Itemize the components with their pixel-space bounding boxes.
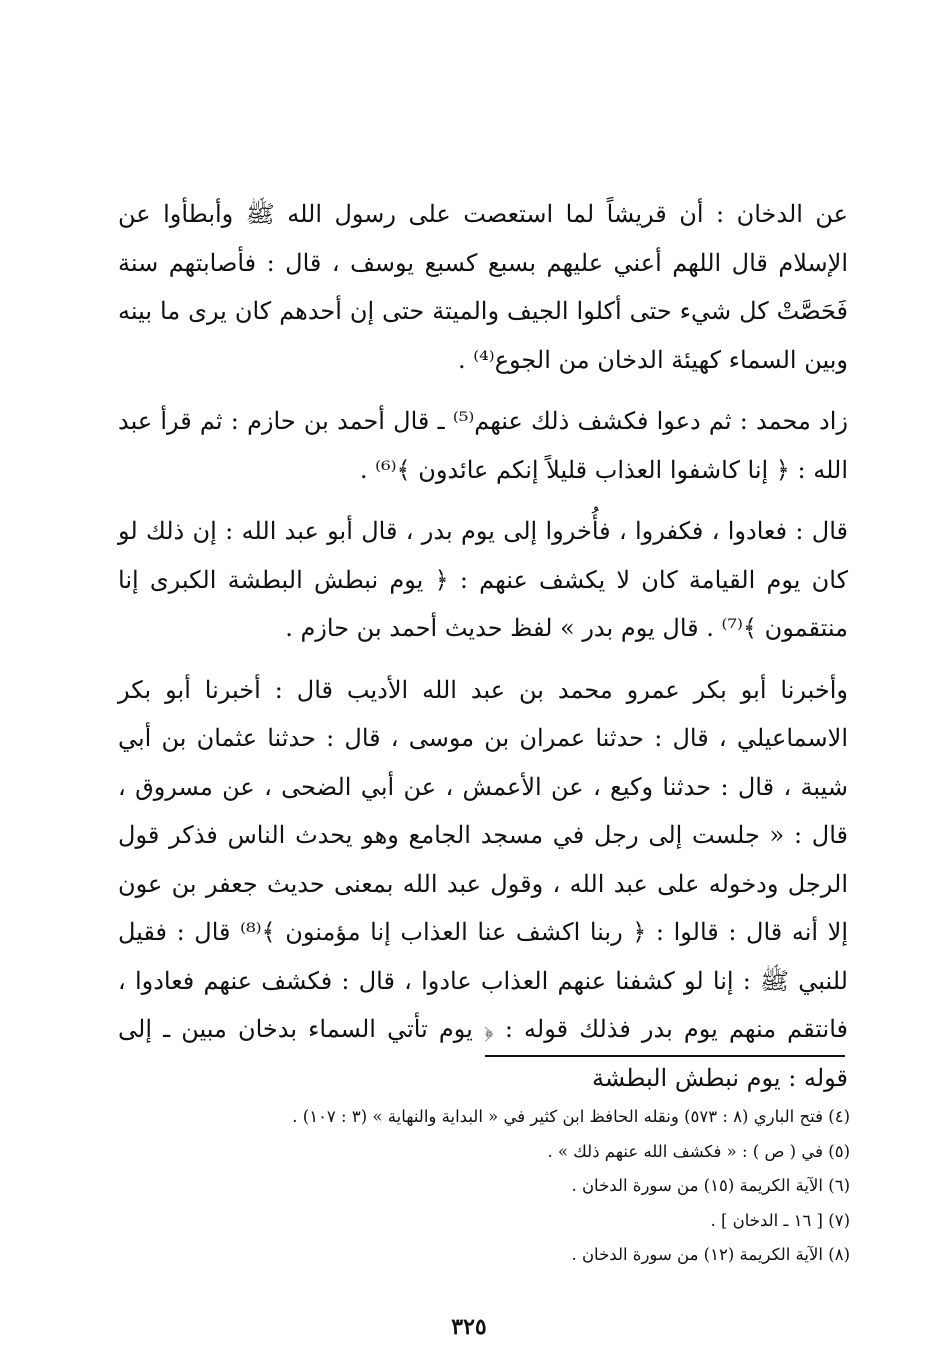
footnote-5: (٥) في ( ص ) : « فكشف الله عنهم ذلك » . xyxy=(547,1141,850,1161)
footnote-8: (٨) الآية الكريمة (١٢) من سورة الدخان . xyxy=(571,1245,850,1265)
paragraph-2: زاد محمد : ثم دعوا فكشف ذلك عنهم⁽⁵⁾ ـ قال أحمد بن حازم : ثم قرأ عبد الله : ﴿ إنا كاشفوا العذاب قليلاً إنكم عائدون ﴾⁽⁶⁾ . xyxy=(118,407,848,484)
main-text xyxy=(118,190,848,1102)
footnote-7: (٧) [ ١٦ ـ الدخان ] . xyxy=(710,1210,850,1230)
paragraph-4: وأخبرنا أبو بكر عمرو محمد بن عبد الله الأديب قال : أخبرنا أبو بكر الاسماعيلي ، قال : حدثنا عمران بن موسى ، قال : حدثنا عثمان بن أبي شيبة ، قال : حدثنا وكيع ، عن الأعمش ، عن أبي الضحى ، عن مسروق ، قال : « جلست إلى رجل في مسجد الجامع وهو يحدث الناس فذكر قول الرجل ودخوله على عبد الله ، وقول عبد الله بمعنى حديث جعفر بن عون إلا أنه قال : قالوا : ﴿ ربنا اكشف عنا العذاب إنا مؤمنون ﴾⁽⁸⁾ قال : فقيل للنبي ﷺ : إنا لو كشفنا عنهم العذاب عادوا ، قال : فكشف عنهم فعادوا ، فانتقم منهم يوم بدر فذلك قوله : ﴿ يوم تأتي السماء بدخان مبين ـ إلى قوله : يوم نبطش البطشة xyxy=(118,675,848,1092)
footnote-6: (٦) الآية الكريمة (١٥) من سورة الدخان . xyxy=(571,1176,850,1196)
footnotes xyxy=(150,1100,850,1273)
footnote-separator xyxy=(485,1055,845,1057)
paragraph-3: قال : فعادوا ، فكفروا ، فأُخروا إلى يوم بدر ، قال أبو عبد الله : إن ذلك لو كان يوم القيامة كان لا يكشف عنهم : ﴿ يوم نبطش البطشة الكبرى إنا منتقمون ﴾⁽⁷⁾ . قال يوم بدر » لفظ حديث أحمد بن حازم . xyxy=(118,517,848,642)
footnote-4: (٤) فتح الباري (٨ : ٥٧٣) ونقله الحافظ ابن كثير في « البداية والنهاية » (٣ : ١٠٧) . xyxy=(292,1107,850,1126)
paragraph-1: عن الدخان : أن قريشاً لما استعصت على رسول الله ﷺ وأبطأوا عن الإسلام قال اللهم أعني عليهم بسبع كسبع يوسف ، قال : فأصابتهم سنة فَحَصَّتْ كل شيء حتى أكلوا الجيف والميتة حتى إن أحدهم كان يرى ما بينه وبين السماء كهيئة الدخان من الجوع⁽⁴⁾ . xyxy=(118,200,848,374)
page-number: ٣٢٥ xyxy=(451,1314,487,1340)
